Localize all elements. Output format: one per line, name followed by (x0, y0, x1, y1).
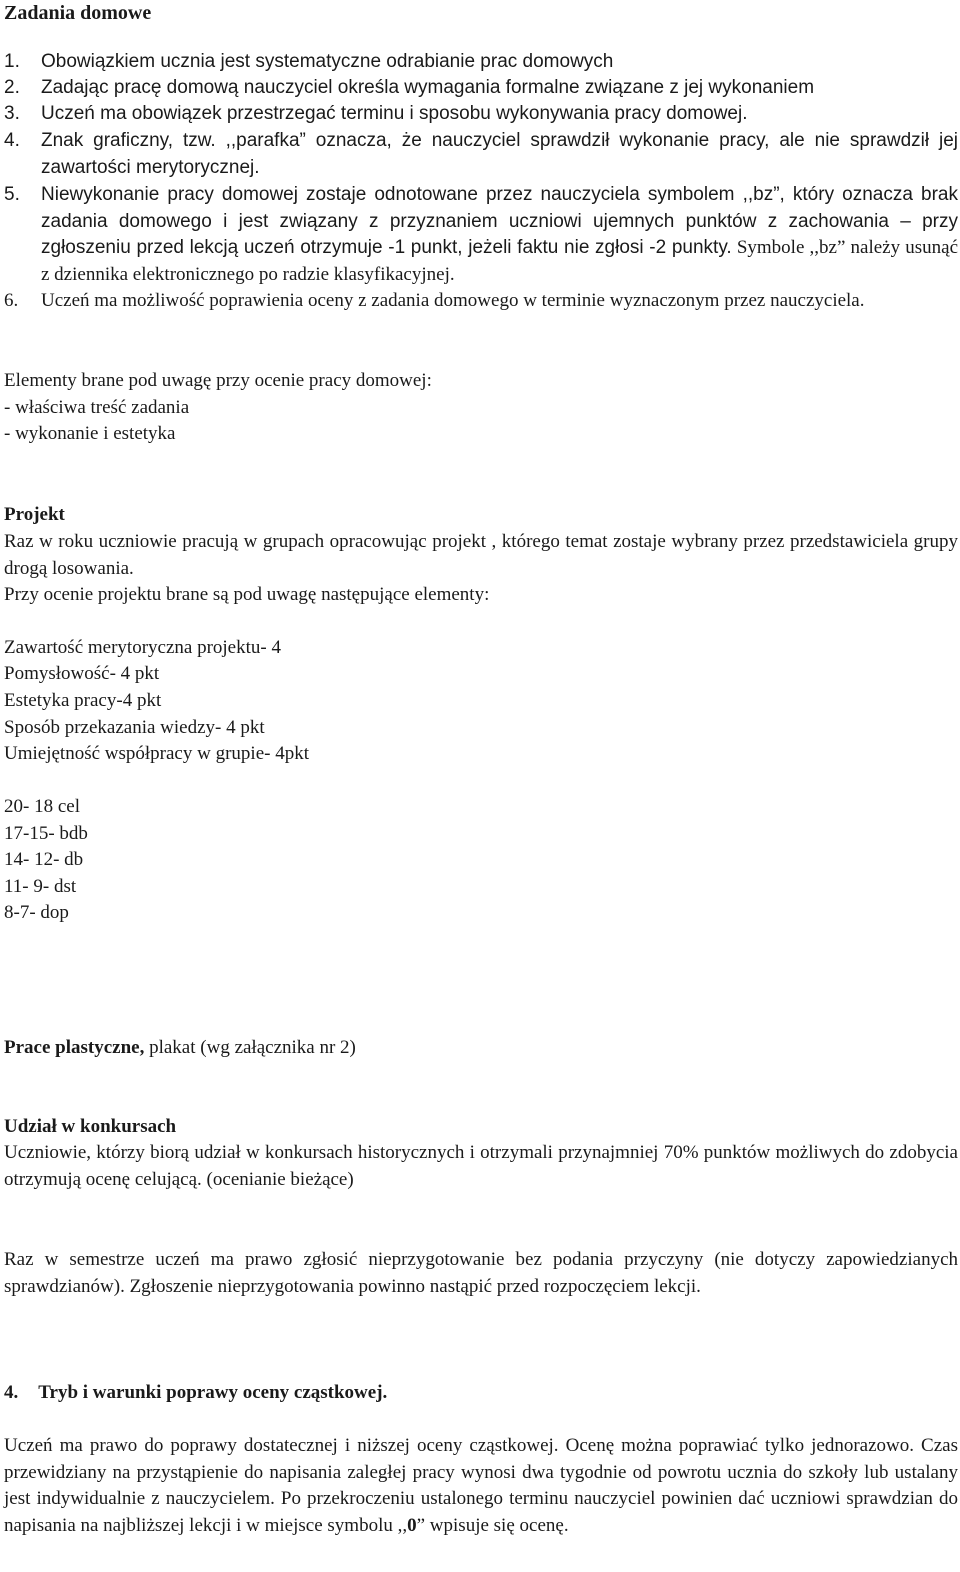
rule-text: Obowiązkiem ucznia jest systematyczne odrabianie prac domowych (41, 51, 614, 72)
section-title: Tryb i warunki poprawy oceny cząstkowej. (38, 1382, 388, 1403)
rule-item-4 (4, 128, 958, 181)
rule-number: 4. (4, 130, 20, 151)
section-4-heading (4, 1380, 387, 1407)
section-4-text-body: Uczeń ma prawo do poprawy dostatecznej i niższej oceny cząstkowej. Ocenę można poprawiać tylko jednorazowo. Czas przewidziany na przystąpienie do napisania zaległej pracy wynosi dwa tygodnie od powrotu ucznia do szkoły lub ustalany jest indywidualnie z nauczycielem. Po przekroczeniu ustalonego terminu nauczyciel powinien dać uczniowi sprawdzian do napisania na najbliższej lekcji i w miejsce symbolu ,, (4, 1435, 958, 1536)
rule-item-6 (4, 288, 958, 315)
project-description: Raz w roku uczniowie pracują w grupach opracowując projekt , którego temat zostaje wybrany przez przedstawiciela grupy drogą losowania. (4, 531, 958, 579)
criteria-item: Pomysłowość- 4 pkt (4, 663, 160, 684)
art-work-line (4, 1035, 356, 1062)
grade-scale-item: 17-15- bdb (4, 823, 88, 844)
elements-item: - właściwa treść zadania (4, 397, 190, 418)
rule-text-continued: Symbole ,,bz” należy usunąć z dziennika elektronicznego po radzie klasyfikacyjnej. (41, 237, 958, 285)
rule-text: Niewykonanie pracy domowej zostaje odnotowane przez nauczyciela symbolem ,,bz”, który oznacza brak zadania domowego i jest związany z przyznaniem uczniowi ujemnych punktów z zachowania – przy zgłoszeniu przed lekcją uczeń otrzymuje -1 punkt, jeżeli faktu nie zgłosi -2 punkty. (41, 184, 958, 258)
rule-number: 2. (4, 77, 20, 98)
grade-scale-item: 14- 12- db (4, 849, 84, 870)
zero-symbol: 0 (407, 1514, 417, 1536)
elements-heading: Elementy brane pod uwagę przy ocenie pracy domowej: (4, 370, 432, 391)
rule-number: 5. (4, 184, 20, 205)
criteria-item: Umiejętność współpracy w grupie- 4pkt (4, 743, 309, 764)
criteria-item: Estetyka pracy-4 pkt (4, 690, 162, 711)
art-work-label: Prace plastyczne, (4, 1037, 145, 1058)
rule-item-5 (4, 182, 958, 288)
rule-number: 1. (4, 51, 20, 72)
grade-scale-item: 11- 9- dst (4, 876, 77, 897)
elements-item: - wykonanie i estetyka (4, 423, 176, 444)
criteria-item: Sposób przekazania wiedzy- 4 pkt (4, 717, 265, 738)
grade-scale-item: 20- 18 cel (4, 796, 80, 817)
rule-item-1 (4, 49, 958, 76)
project-heading: Projekt (4, 504, 65, 525)
grade-scale-item: 8-7- dop (4, 902, 69, 923)
rule-item-3 (4, 101, 958, 128)
unprepared-text: Raz w semestrze uczeń ma prawo zgłosić nieprzygotowanie bez podania przyczyny (nie dotyczy zapowiedzianych sprawdzianów). Zgłoszenie nieprzygotowania powinno nastąpić przed rozpoczęciem lekcji. (4, 1249, 958, 1297)
page-title: Zadania domowe (4, 2, 152, 24)
project-criteria-intro: Przy ocenie projektu brane są pod uwagę następujące elementy: (4, 584, 490, 605)
section-4-text (4, 1433, 958, 1539)
criteria-item: Zawartość merytoryczna projektu- 4 (4, 637, 281, 658)
contests-text: Uczniowie, którzy biorą udział w konkursach historycznych i otrzymali przynajmniej 70% punktów możliwych do zdobycia otrzymują ocenę celującą. (ocenianie bieżące) (4, 1142, 958, 1190)
rule-number: 3. (4, 103, 20, 124)
rule-number: 6. (4, 290, 19, 311)
section-4-text-end: ” wpisuje się ocenę. (416, 1514, 569, 1536)
rule-text: Uczeń ma obowiązek przestrzegać terminu i sposobu wykonywania pracy domowej. (41, 103, 748, 124)
rule-text: Uczeń ma możliwość poprawienia oceny z zadania domowego w terminie wyznaczonym przez nauczyciela. (41, 290, 865, 311)
rule-item-2 (4, 75, 958, 102)
rule-text: Zadając pracę domową nauczyciel określa wymagania formalne związane z jej wykonaniem (41, 77, 815, 98)
rule-text: Znak graficzny, tzw. ,,parafka” oznacza, że nauczyciel sprawdził wykonanie pracy, ale nie sprawdził jej zawartości merytorycznej. (41, 130, 958, 178)
contests-heading: Udział w konkursach (4, 1116, 177, 1137)
section-number: 4. (4, 1382, 19, 1403)
art-work-text: plakat (wg załącznika nr 2) (144, 1037, 356, 1058)
